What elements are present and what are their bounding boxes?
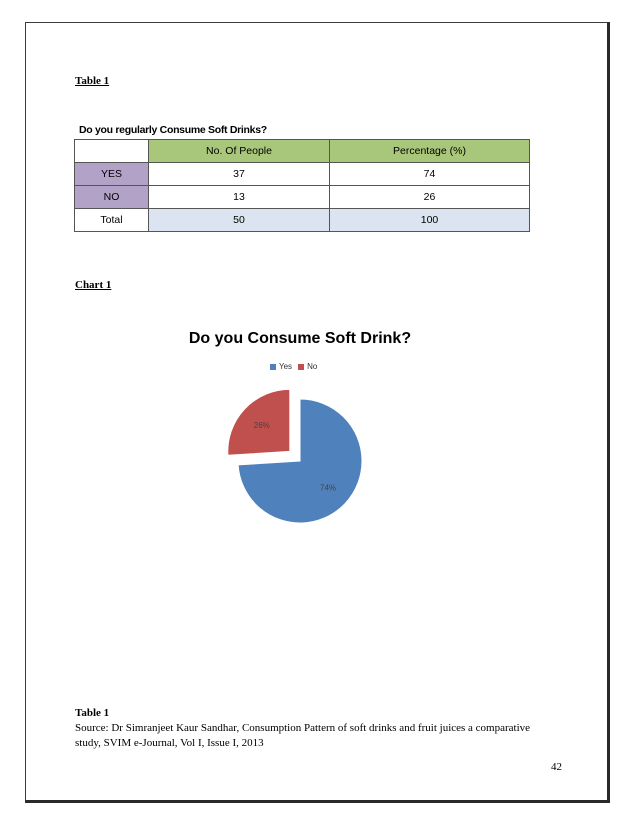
- cell-people: 50: [149, 209, 330, 232]
- row-label: NO: [75, 186, 149, 209]
- header-cell-people: No. Of People: [149, 140, 330, 163]
- pie-data-label-no: 26%: [253, 421, 270, 431]
- table-caption: Do you regularly Consume Soft Drinks?: [79, 124, 267, 136]
- legend-label-yes: Yes: [279, 362, 293, 371]
- chart-heading: Chart 1: [75, 279, 112, 291]
- cell-percentage: 26: [330, 186, 530, 209]
- row-label: YES: [75, 163, 149, 186]
- cell-people: 37: [149, 163, 330, 186]
- cell-percentage: 74: [330, 163, 530, 186]
- cell-people: 13: [149, 186, 330, 209]
- cell-percentage: 100: [330, 209, 530, 232]
- row-label: Total: [75, 209, 149, 232]
- source-block: [75, 706, 545, 751]
- pie-data-label-yes: 74%: [320, 483, 337, 493]
- header-cell-percentage: Percentage (%): [330, 140, 530, 163]
- page-number: 42: [551, 761, 562, 773]
- legend-label-no: No: [307, 362, 318, 371]
- table-heading: Table 1: [75, 75, 110, 87]
- chart-title: Do you Consume Soft Drink?: [188, 330, 412, 347]
- footer-table-label: Table 1: [75, 707, 110, 719]
- source-text: Source: Dr Simranjeet Kaur Sandhar, Consumption Pattern of soft drinks and fruit juices a comparative study, SVIM e-Journal, Vol I, Issue I, 2013: [75, 722, 531, 749]
